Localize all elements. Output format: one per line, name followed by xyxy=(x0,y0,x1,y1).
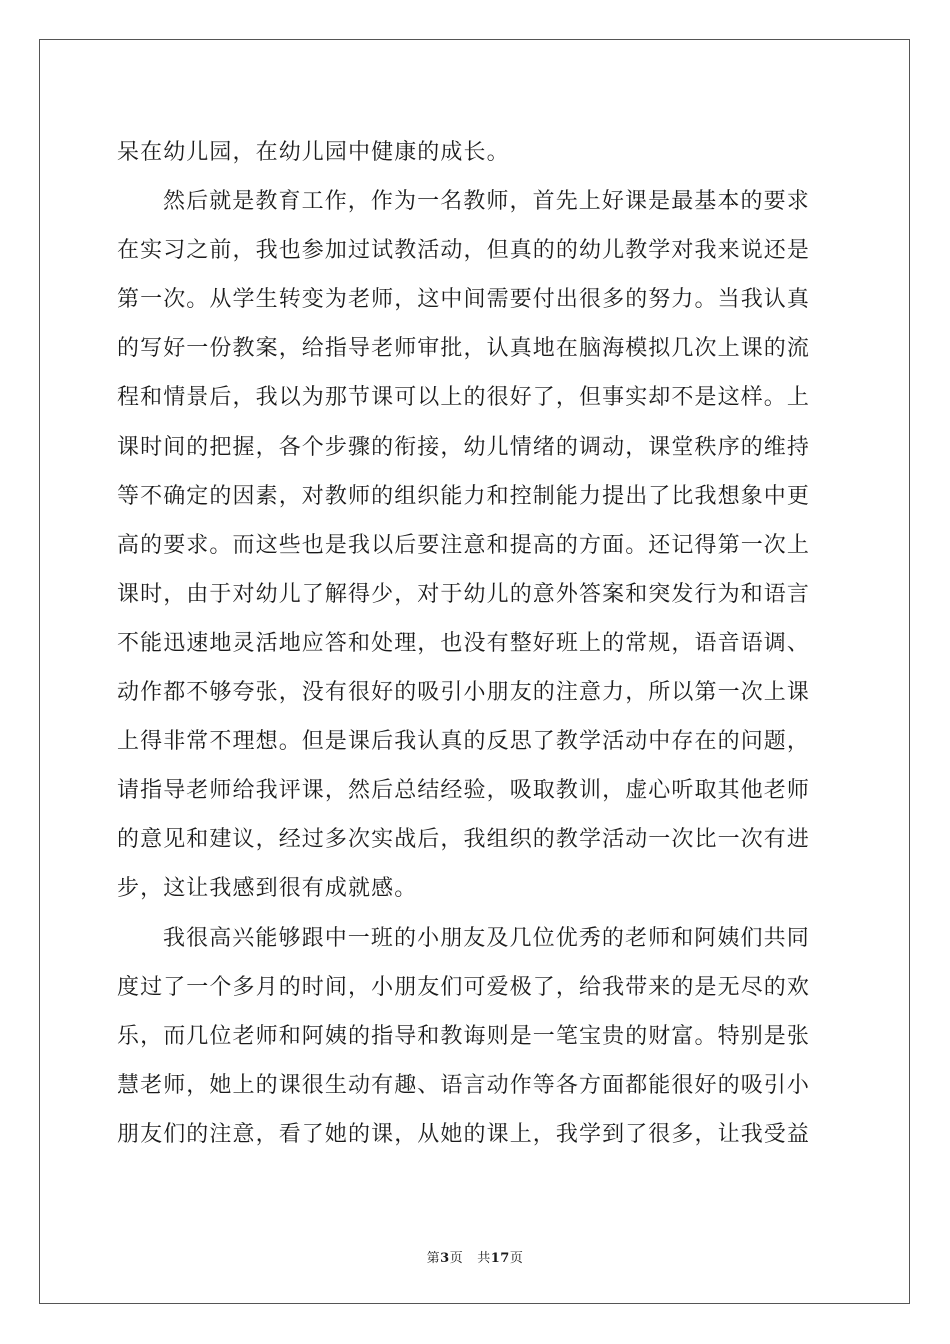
text-line: 第一次。从学生转变为老师，这中间需要付出很多的努力。当我认真 xyxy=(117,287,811,313)
text-line: 朋友们的注意，看了她的课，从她的课上，我学到了很多，让我受益 xyxy=(117,1121,811,1147)
text-line: 程和情景后，我以为那节课可以上的很好了，但事实却不是这样。上 xyxy=(117,385,811,411)
text-line: 请指导老师给我评课，然后总结经验，吸取教训，虚心听取其他老师 xyxy=(117,778,811,804)
total-pages-prefix: 共 xyxy=(477,1251,491,1266)
text-line: 的意见和建议，经过多次实战后，我组织的教学活动一次比一次有进 xyxy=(117,827,811,853)
text-line: 上得非常不理想。但是课后我认真的反思了教学活动中存在的问题， xyxy=(117,729,811,755)
text-line: 等不确定的因素，对教师的组织能力和控制能力提出了比我想象中更 xyxy=(117,483,811,509)
text-line: 课时间的把握，各个步骤的衔接，幼儿情绪的调动，课堂秩序的维持 xyxy=(117,434,811,460)
text-line: 乐，而几位老师和阿姨的指导和教诲则是一笔宝贵的财富。特别是张 xyxy=(117,1023,811,1049)
current-page-number: 3 xyxy=(440,1251,450,1266)
text-line: 在实习之前，我也参加过试教活动，但真的的幼儿教学对我来说还是 xyxy=(117,238,811,264)
document-body xyxy=(117,128,837,1159)
text-line: 慧老师，她上的课很生动有趣、语言动作等各方面都能很好的吸引小 xyxy=(117,1072,811,1098)
text-line: 度过了一个多月的时间，小朋友们可爱极了，给我带来的是无尽的欢 xyxy=(117,974,811,1000)
page-number-prefix: 第 xyxy=(426,1251,441,1266)
page-footer xyxy=(0,1247,950,1266)
text-line: 的写好一份教案，给指导老师审批，认真地在脑海模拟几次上课的流 xyxy=(117,336,811,362)
text-line: 呆在幼儿园，在幼儿园中健康的成长。 xyxy=(117,140,510,165)
text-line: 我很高兴能够跟中一班的小朋友及几位优秀的老师和阿姨们共同 xyxy=(163,925,810,951)
total-page-count: 17 xyxy=(490,1251,510,1266)
text-line: 不能迅速地灵活地应答和处理，也没有整好班上的常规，语音语调、 xyxy=(117,630,811,656)
text-line: 然后就是教育工作，作为一名教师，首先上好课是最基本的要求 xyxy=(163,189,810,215)
total-pages-suffix: 页 xyxy=(509,1251,524,1266)
page-number-suffix: 页 xyxy=(449,1251,464,1266)
text-line: 课时，由于对幼儿了解得少，对于幼儿的意外答案和突发行为和语言 xyxy=(117,581,811,607)
text-line: 高的要求。而这些也是我以后要注意和提高的方面。还记得第一次上 xyxy=(117,532,811,558)
text-line: 步，这让我感到很有成就感。 xyxy=(117,876,418,902)
text-line: 动作都不够夸张，没有很好的吸引小朋友的注意力，所以第一次上课 xyxy=(117,680,811,706)
